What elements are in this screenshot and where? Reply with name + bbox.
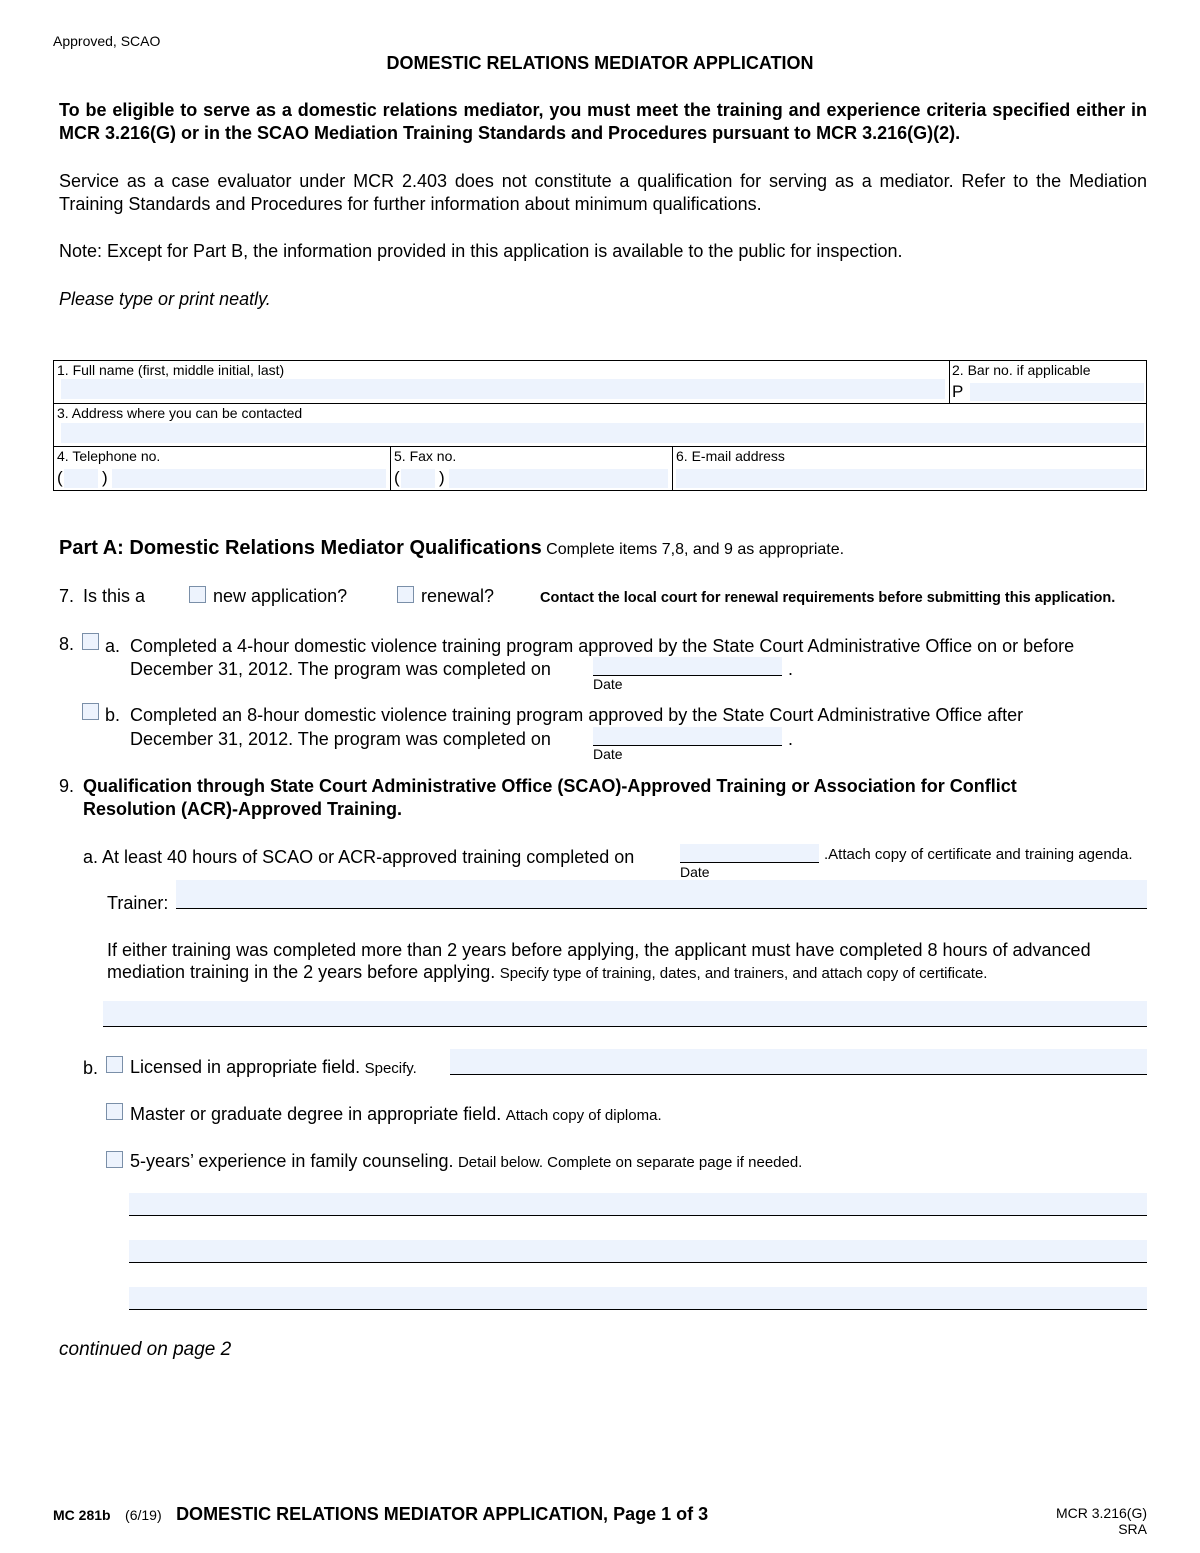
part-a-heading: Part A: Domestic Relations Mediator Qualifications (59, 537, 542, 559)
eligibility-text: To be eligible to serve as a domestic relations mediator, you must meet the training and experience criteria specified either in MCR 3.216(G) or in the SCAO Mediation Training Standards and Procedures pursuant to MCR 3.216(G)(2). (59, 100, 1147, 143)
bar-prefix: P (952, 382, 964, 401)
fax-paren-close: ) (439, 468, 445, 487)
item-8b-text-line2: December 31, 2012. The program was completed on (130, 729, 551, 749)
licensed-row (130, 1057, 417, 1078)
degree-label: Master or graduate degree in appropriate field. (130, 1104, 502, 1124)
telephone-field[interactable] (112, 469, 386, 488)
item-9-heading-line1: Qualification through State Court Administrative Office (SCAO)-Approved Training or Association for Conflict (83, 776, 1017, 796)
service-text: Service as a case evaluator under MCR 2.403 does not constitute a qualification for serving as a mediator. Refer to the Mediation Training Standards and Procedures for further information about minimum qualifications. (59, 171, 1147, 214)
item-8a-period: . (788, 659, 794, 679)
phone-paren-close: ) (102, 468, 108, 487)
footer-left (53, 1504, 708, 1525)
column-divider (672, 446, 673, 490)
item-7-number: 7. (59, 586, 75, 606)
item-8b-checkbox[interactable] (82, 703, 99, 720)
item-8b-date-field[interactable] (593, 727, 782, 746)
new-application-checkbox[interactable] (189, 586, 206, 603)
item-8a-date-field[interactable] (593, 657, 782, 676)
email-field[interactable] (676, 469, 1144, 488)
licensed-field-input[interactable] (450, 1049, 1147, 1075)
experience-detail-note: Detail below. Complete on separate page if needed. (457, 1154, 803, 1171)
row-divider (54, 446, 1146, 447)
experience-detail-line-2[interactable] (129, 1240, 1147, 1263)
footer-sra: SRA (1118, 1521, 1147, 1537)
form-revision: (6/19) (125, 1507, 162, 1523)
trainer-field[interactable] (176, 880, 1147, 909)
full-name-field[interactable] (61, 379, 945, 399)
item-8b-period: . (788, 729, 794, 749)
footer-title: DOMESTIC RELATIONS MEDIATOR APPLICATION, Page 1 of 3 (176, 1504, 709, 1524)
licensed-checkbox[interactable] (106, 1056, 123, 1073)
full-name-label: 1. Full name (first, middle initial, last) (57, 362, 285, 378)
new-application-label: new application? (213, 586, 348, 606)
column-divider (390, 446, 391, 490)
renewal-label: renewal? (421, 586, 495, 606)
licensed-specify: Specify. (364, 1060, 417, 1077)
renewal-note: Contact the local court for renewal requirements before submitting this application. (540, 590, 1116, 606)
trainer-label: Trainer: (107, 893, 169, 913)
degree-row (130, 1104, 662, 1125)
approved-scao: Approved, SCAO (53, 33, 161, 49)
degree-attach-note: Attach copy of diploma. (505, 1107, 662, 1124)
item-9b-letter: b. (83, 1058, 99, 1078)
item-8-number: 8. (59, 634, 75, 654)
form-title: DOMESTIC RELATIONS MEDIATOR APPLICATION (386, 53, 814, 73)
advanced-training-main: mediation training in the 2 years before applying. (107, 962, 496, 982)
item-9-number: 9. (59, 776, 75, 796)
item-9a-date-field[interactable] (680, 844, 819, 863)
item-8a-text-line1: Completed a 4-hour domestic violence training program approved by the State Court Administrative Office on or before (130, 636, 1075, 656)
address-field[interactable] (61, 423, 1144, 443)
experience-checkbox[interactable] (106, 1151, 123, 1168)
column-divider (949, 361, 950, 403)
item-8b-text-line1: Completed an 8-hour domestic violence training program approved by the State Court Administrative Office after (130, 705, 1024, 725)
continued-note: continued on page 2 (59, 1339, 232, 1360)
fax-label: 5. Fax no. (394, 448, 457, 464)
contact-info-table (53, 360, 1147, 491)
licensed-label: Licensed in appropriate field. (130, 1057, 361, 1077)
item-8a-text-line2: December 31, 2012. The program was completed on (130, 659, 551, 679)
part-a-subheading: Complete items 7,8, and 9 as appropriate. (546, 541, 845, 558)
advanced-training-field[interactable] (103, 1001, 1147, 1027)
degree-checkbox[interactable] (106, 1103, 123, 1120)
item-8b-letter: b. (105, 705, 121, 725)
item-8a-letter: a. (105, 636, 121, 656)
item-9-heading-line2: Resolution (ACR)-Approved Training. (83, 799, 402, 819)
print-neatly-note: Please type or print neatly. (59, 289, 271, 309)
renewal-checkbox[interactable] (397, 586, 414, 603)
experience-row (130, 1151, 802, 1172)
public-note: Note: Except for Part B, the information provided in this application is available to the public for inspection. (59, 241, 903, 261)
advanced-training-line2 (107, 962, 987, 983)
experience-detail-line-3[interactable] (129, 1287, 1147, 1310)
item-7-prompt: Is this a (83, 586, 146, 606)
item-8b-date-label: Date (593, 746, 623, 762)
fax-paren-open: ( (394, 468, 400, 487)
item-8a-checkbox[interactable] (82, 633, 99, 650)
fax-field[interactable] (449, 469, 668, 488)
item-9a-date-label: Date (680, 864, 710, 880)
telephone-label: 4. Telephone no. (57, 448, 161, 464)
item-9a-text: a. At least 40 hours of SCAO or ACR-approved training completed on (83, 847, 635, 867)
fax-area-code-field[interactable] (401, 469, 435, 488)
bar-no-field[interactable] (970, 383, 1144, 401)
item-9a-attach-note: .Attach copy of certificate and training agenda. (824, 846, 1133, 863)
experience-detail-line-1[interactable] (129, 1193, 1147, 1216)
phone-area-code-field[interactable] (64, 469, 98, 488)
advanced-training-instructions: Specify type of training, dates, and trainers, and attach copy of certificate. (499, 965, 988, 982)
footer-right (1000, 1505, 1147, 1537)
item-8a-date-label: Date (593, 676, 623, 692)
form-number: MC 281b (53, 1507, 111, 1523)
email-label: 6. E-mail address (676, 448, 785, 464)
address-label: 3. Address where you can be contacted (57, 405, 303, 421)
part-a-heading-row (59, 537, 844, 560)
bar-no-label: 2. Bar no. if applicable (952, 362, 1091, 378)
row-divider (54, 403, 1146, 404)
advanced-training-line1: If either training was completed more than 2 years before applying, the applicant must have completed 8 hours of advanced (107, 940, 1091, 960)
footer-rule: MCR 3.216(G) (1055, 1505, 1147, 1521)
phone-paren-open: ( (57, 468, 63, 487)
experience-label: 5-years’ experience in family counseling. (130, 1151, 454, 1171)
